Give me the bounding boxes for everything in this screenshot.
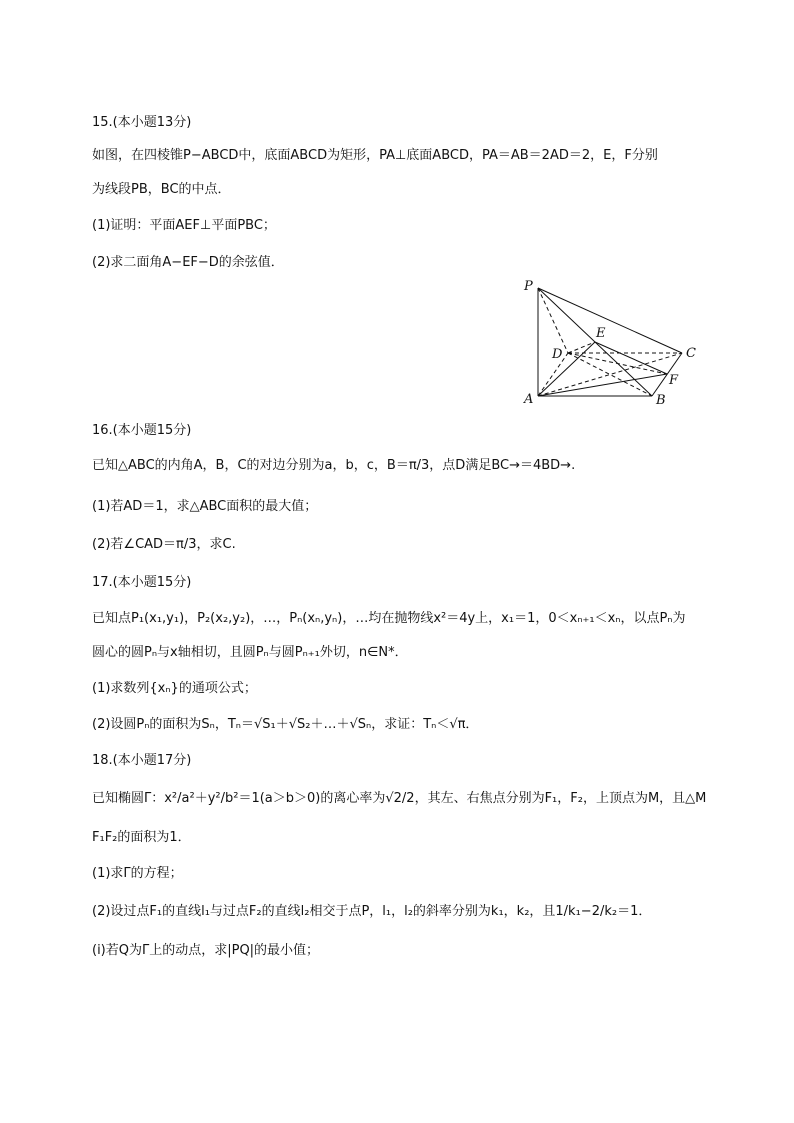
problem-17-header: 17.(本小题15分) [92,575,192,590]
problem-17-line-4: (2)设圆Pₙ的面积为Sₙ，Tₙ＝√S₁＋√S₂＋…＋√Sₙ，求证：Tₙ＜√π． [92,717,479,732]
problem-17-line-2: 圆心的圆Pₙ与x轴相切，且圆Pₙ与圆Pₙ₊₁外切，n∈N*． [92,645,408,660]
vertex-label-D: D [552,347,563,362]
problem-17-line-3: (1)求数列{xₙ}的通项公式； [92,681,257,696]
problem-18-line-5: (i)若Q为Γ上的动点，求|PQ|的最小值； [92,943,320,958]
problem-16-line-2: (1)若AD＝1，求△ABC面积的最大值； [92,499,318,514]
diagonal-DB-hidden [568,353,652,396]
problem-18-line-3: (1)求Γ的方程； [92,866,183,881]
problem-18-header: 18.(本小题17分) [92,753,192,768]
pyramid-diagram [518,276,700,406]
vertex-label-F: F [669,373,679,388]
problem-18-line-4: (2)设过点F₁的直线l₁与过点F₂的直线l₂相交于点P，l₁，l₂的斜率分别为k₁，k₂，且1/k₁−2/k₂＝1． [92,904,652,919]
segment-DF-hidden [568,353,667,374]
problem-16-line-3: (2)若∠CAD＝π/3，求C. [92,537,236,552]
problem-18-line-2: F₁F₂的面积为1． [92,830,191,845]
edge-PC [538,288,682,353]
problem-18-line-1: 已知椭圆Γ：x²/a²＋y²/b²＝1(a＞b＞0)的离心率为√2/2，其左、右焦点分别为F₁，F₂，上顶点为M，且△M [92,791,707,806]
problem-15-line-2: 为线段PB，BC的中点． [92,182,231,197]
problem-17-line-1: 已知点P₁(x₁,y₁)，P₂(x₂,y₂)，…，Pₙ(xₙ,yₙ)，…均在抛物线x²＝4y上，x₁＝1，0＜xₙ₊₁＜xₙ，以点Pₙ为 [92,611,686,626]
vertex-label-B: B [656,393,666,406]
vertex-label-A: A [524,392,534,406]
segment-DE-hidden [568,342,595,353]
pyramid-figure [518,276,700,406]
problem-16-line-1: 已知△ABC的内角A，B，C的对边分别为a，b，c，B＝π/3，点D满足BC→＝4BD→. [92,458,576,473]
edge-PD-hidden [538,288,568,353]
problem-16-header: 16.(本小题15分) [92,423,192,438]
vertex-label-E: E [596,326,606,341]
segment-EF [595,342,667,374]
vertex-label-P: P [524,279,533,294]
problem-15-header: 15.(本小题13分) [92,115,192,130]
problem-15-line-3: (1)证明：平面AEF⊥平面PBC； [92,218,276,233]
vertex-label-C: C [686,346,696,361]
problem-15-line-4: (2)求二面角A−EF−D的余弦值． [92,255,284,270]
problem-15-line-1: 如图，在四棱锥P−ABCD中，底面ABCD为矩形，PA⊥底面ABCD，PA＝AB＝2AD＝2，E，F分别 [92,148,658,163]
